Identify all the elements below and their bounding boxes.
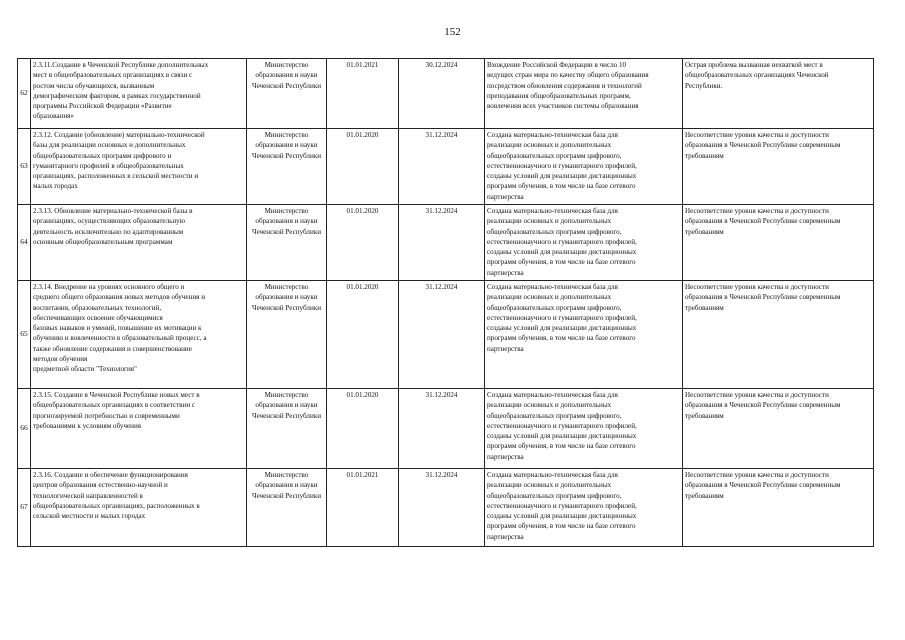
- start-date-cell: 01.01.2021: [327, 59, 399, 129]
- row-number: 64: [18, 205, 31, 281]
- row-number: 63: [18, 129, 31, 205]
- event-cell: 2.3.15. Создание в Чеченской Республике новых мест в общеобразовательных организациях в соответствии с прогнозируемой потребностью и современными требованиями к условиям обучения: [31, 389, 247, 469]
- measures-table: [17, 58, 874, 547]
- row-number: 67: [18, 469, 31, 547]
- end-date-cell: 31.12.2024: [399, 469, 485, 547]
- result-cell: Создана материально-техническая база для реализации основных и дополнительных общеобразовательных программ цифрового, естественнонаучного и гуманитарного профилей, созданы условий для реализации дистанционных программ обучения, в том числе на базе сетевого партнерства: [485, 281, 683, 389]
- start-date-cell: 01.01.2021: [327, 469, 399, 547]
- result-cell: Создана материально-техническая база для реализации основных и дополнительных общеобразовательных программ цифрового, естественнонаучного и гуманитарного профилей, созданы условий для реализации дистанционных программ обучения, в том числе на базе сетевого партнерства: [485, 205, 683, 281]
- problem-cell: Несоответствие уровня качества и доступности образования в Чеченской Республике современным требованиям: [683, 389, 874, 469]
- table-row: [18, 389, 874, 469]
- table-row: [18, 59, 874, 129]
- start-date-cell: 01.01.2020: [327, 389, 399, 469]
- problem-cell: Острая проблема вызванная нехваткой мест в общеобразовательных организациях Чеченской Республики.: [683, 59, 874, 129]
- event-cell: 2.3.14. Внедрение на уровнях основного общего и среднего общего образования новых методов обучения и воспитания, образовательных технологий, обеспечивающих освоение обучающимися базовых навыков и умений, повышение их мотивации к обучению и вовлеченности в образовательный процесс, а также обновление содержания и совершенствование методов обучения предметной области "Технология": [31, 281, 247, 389]
- end-date-cell: 31.12.2024: [399, 205, 485, 281]
- start-date-cell: 01.01.2020: [327, 205, 399, 281]
- start-date-cell: 01.01.2020: [327, 129, 399, 205]
- event-cell: 2.3.11.Создание в Чеченской Республике дополнительных мест в общеобразовательных организациях в связи с ростом числа обучающихся, вызванным демографическим фактором, в рамках государственной программы Российской Федерации «Развитие образования»: [31, 59, 247, 129]
- row-number: 65: [18, 281, 31, 389]
- row-number: 62: [18, 59, 31, 129]
- result-cell: Вхождение Российской Федерации в число 10 ведущих стран мира по качеству общего образования посредством обновления содержания и технологий преподавания общеобразовательных программ, вовлечения всех участников системы образования: [485, 59, 683, 129]
- table-row: [18, 129, 874, 205]
- event-cell: 2.3.13. Обновление материально-технической базы в организациях, осуществляющих образовательную деятельность исключительно по адаптированным основным общеобразовательным программам: [31, 205, 247, 281]
- executor-cell: Министерство образования и науки Чеченской Республики: [247, 389, 327, 469]
- problem-cell: Несоответствие уровня качества и доступности образования в Чеченской Республике современным требованиям: [683, 281, 874, 389]
- result-cell: Создана материально-техническая база для реализации основных и дополнительных общеобразовательных программ цифрового, естественнонаучного и гуманитарного профилей, созданы условий для реализации дистанционных программ обучения, в том числе на базе сетевого партнерства: [485, 469, 683, 547]
- event-cell: 2.3.16. Создание и обеспечение функционирования центров образования естественно-научной и технологической направленностей в общеобразовательных организациях, расположенных в сельской местности и малых городах: [31, 469, 247, 547]
- page-number: 152: [444, 26, 461, 38]
- table-row: [18, 281, 874, 389]
- row-number: 66: [18, 389, 31, 469]
- executor-cell: Министерство образования и науки Чеченской Республики: [247, 129, 327, 205]
- end-date-cell: 31.12.2024: [399, 129, 485, 205]
- result-cell: Создана материально-техническая база для реализации основных и дополнительных общеобразовательных программ цифрового, естественнонаучного и гуманитарного профилей, созданы условий для реализации дистанционных программ обучения, в том числе на базе сетевого партнерства: [485, 129, 683, 205]
- result-cell: Создана материально-техническая база для реализации основных и дополнительных общеобразовательных программ цифрового, естественнонаучного и гуманитарного профилей, созданы условий для реализации дистанционных программ обучения, в том числе на базе сетевого партнерства: [485, 389, 683, 469]
- executor-cell: Министерство образования и науки Чеченской Республики: [247, 205, 327, 281]
- problem-cell: Несоответствие уровня качества и доступности образования в Чеченской Республике современным требованиям: [683, 469, 874, 547]
- start-date-cell: 01.01.2020: [327, 281, 399, 389]
- executor-cell: Министерство образования и науки Чеченской Республики: [247, 281, 327, 389]
- event-cell: 2.3.12. Создание (обновление) материально-технической базы для реализации основных и дополнительных общеобразовательных программ цифрового и гуманитарного профилей в общеобразовательных организациях, расположенных в сельской местности и малых городах: [31, 129, 247, 205]
- executor-cell: Министерство образования и науки Чеченской Республики: [247, 469, 327, 547]
- end-date-cell: 31.12.2024: [399, 281, 485, 389]
- executor-cell: Министерство образования и науки Чеченской Республики: [247, 59, 327, 129]
- problem-cell: Несоответствие уровня качества и доступности образования в Чеченской Республике современным требованиям: [683, 129, 874, 205]
- table-row: [18, 205, 874, 281]
- end-date-cell: 31.12.2024: [399, 389, 485, 469]
- table-row: [18, 469, 874, 547]
- problem-cell: Несоответствие уровня качества и доступности образования в Чеченской Республике современным требованиям: [683, 205, 874, 281]
- end-date-cell: 30.12.2024: [399, 59, 485, 129]
